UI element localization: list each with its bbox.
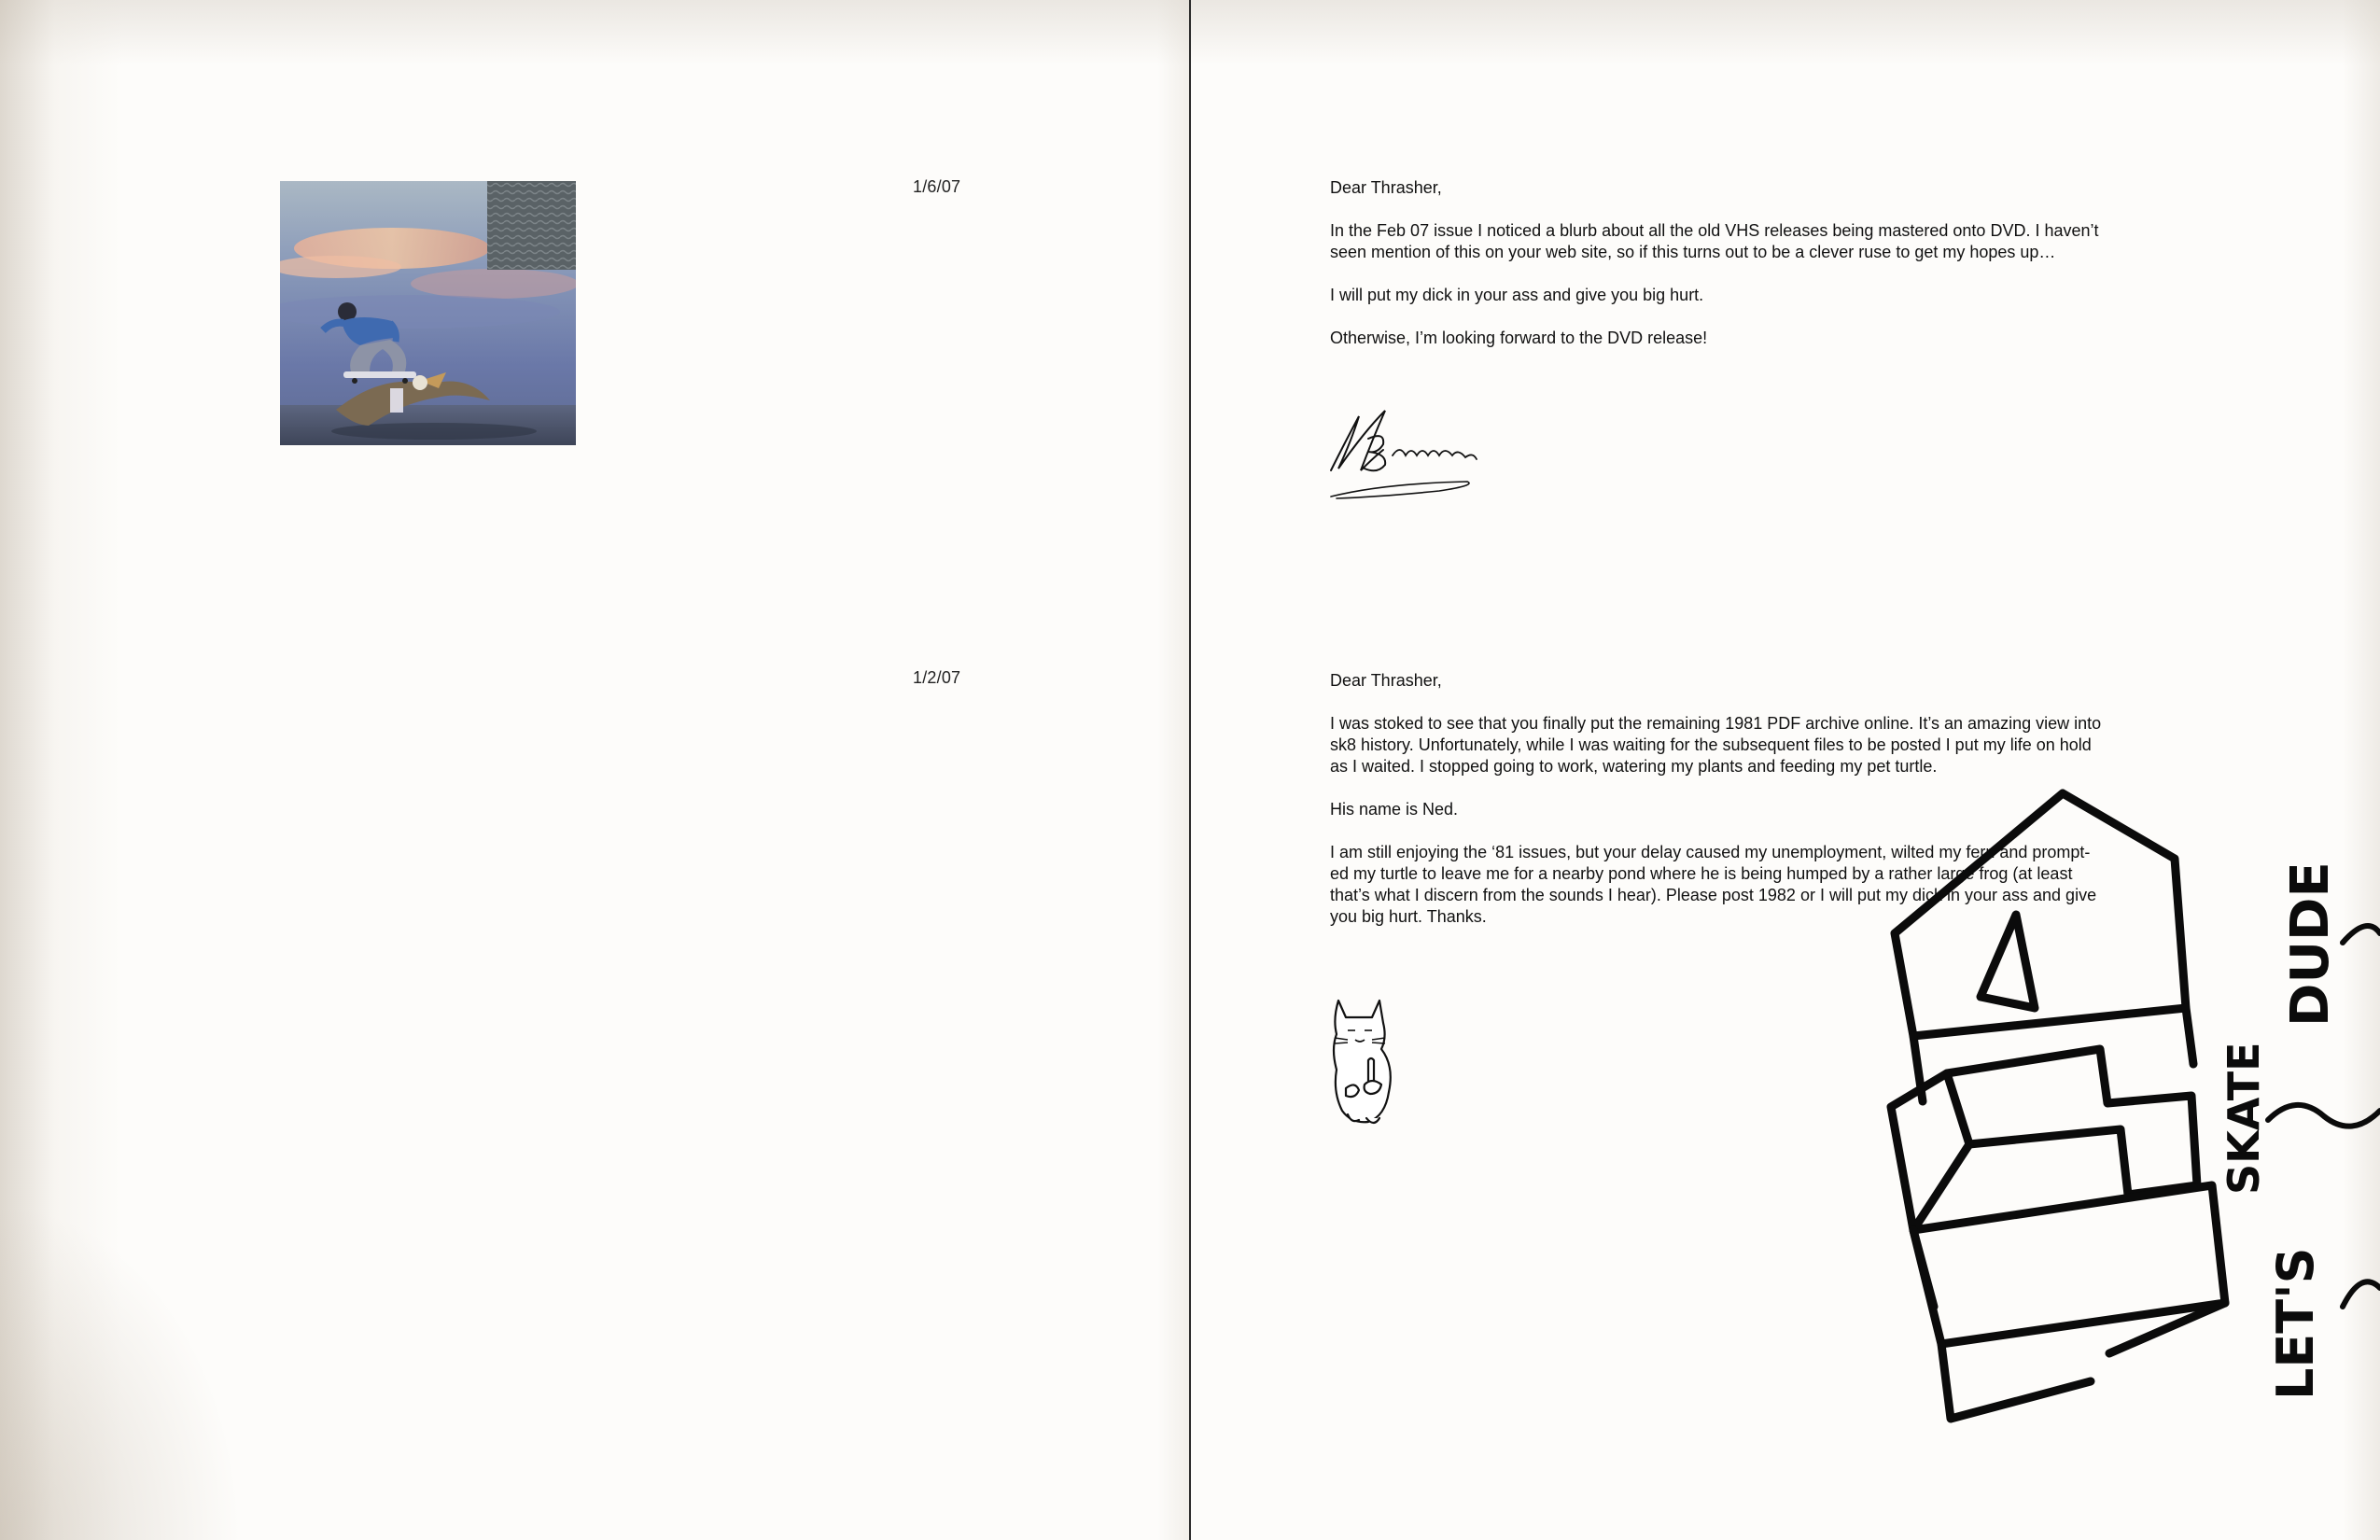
letter-2-paragraph-2: His name is Ned. — [1330, 800, 1459, 819]
signature-icon — [1327, 403, 1514, 506]
paper-edge-shadow-corner — [0, 1204, 243, 1540]
page-gutter-divider — [1189, 0, 1191, 1540]
graffiti-text-lets: LET'S — [2266, 1247, 2325, 1400]
letter-1-salutation: Dear Thrasher, — [1330, 178, 1442, 197]
graffiti-text-skate: SKATE — [2219, 1042, 2269, 1195]
letter-2-paragraph-3: I am still enjoying the ‘81 issues, but your delay caused my unemployment, wilted my fern and prompt-ed my turtle to leave me for a nearby pond where he is being humped by a rather large frog (at least that’s what I discern from the sounds I hear). Please post 1982 or I will put my dick in your ass and give you big hurt. Thanks. — [1330, 843, 2097, 926]
graffiti-text-dude: DUDE — [2280, 861, 2341, 1027]
entry-date-1: 1/6/07 — [913, 177, 961, 196]
letter-2-salutation: Dear Thrasher, — [1330, 671, 1442, 690]
letter-2-paragraph-1: I was stoked to see that you finally put the remaining 1981 PDF archive online. It’s an amazing view into sk8 history. Unfortunately, while I was waiting for the subsequent files to be posted I put my life on hold as I waited. I stopped going to work, watering my plants and feeding my pet turtle. — [1330, 714, 2102, 776]
graffiti-icon — [1857, 784, 2380, 1437]
letter-1-paragraph-1: In the Feb 07 issue I noticed a blurb about all the old VHS releases being mastered onto DVD. I haven’t seen mention of this on your web site, so if this turns out to be a clever ruse to get my hopes up… — [1330, 221, 2099, 261]
letter-1-paragraph-3: Otherwise, I’m looking forward to the DVD release! — [1330, 329, 1708, 347]
skater-collage-photo — [280, 181, 576, 445]
cat-icon — [1327, 991, 1406, 1131]
reader-letter-1 — [1330, 177, 2105, 371]
gutter-shade — [1157, 0, 1189, 1540]
letter-1-paragraph-2: I will put my dick in your ass and give you big hurt. — [1330, 286, 1704, 304]
entry-date-2: 1/2/07 — [913, 668, 961, 687]
